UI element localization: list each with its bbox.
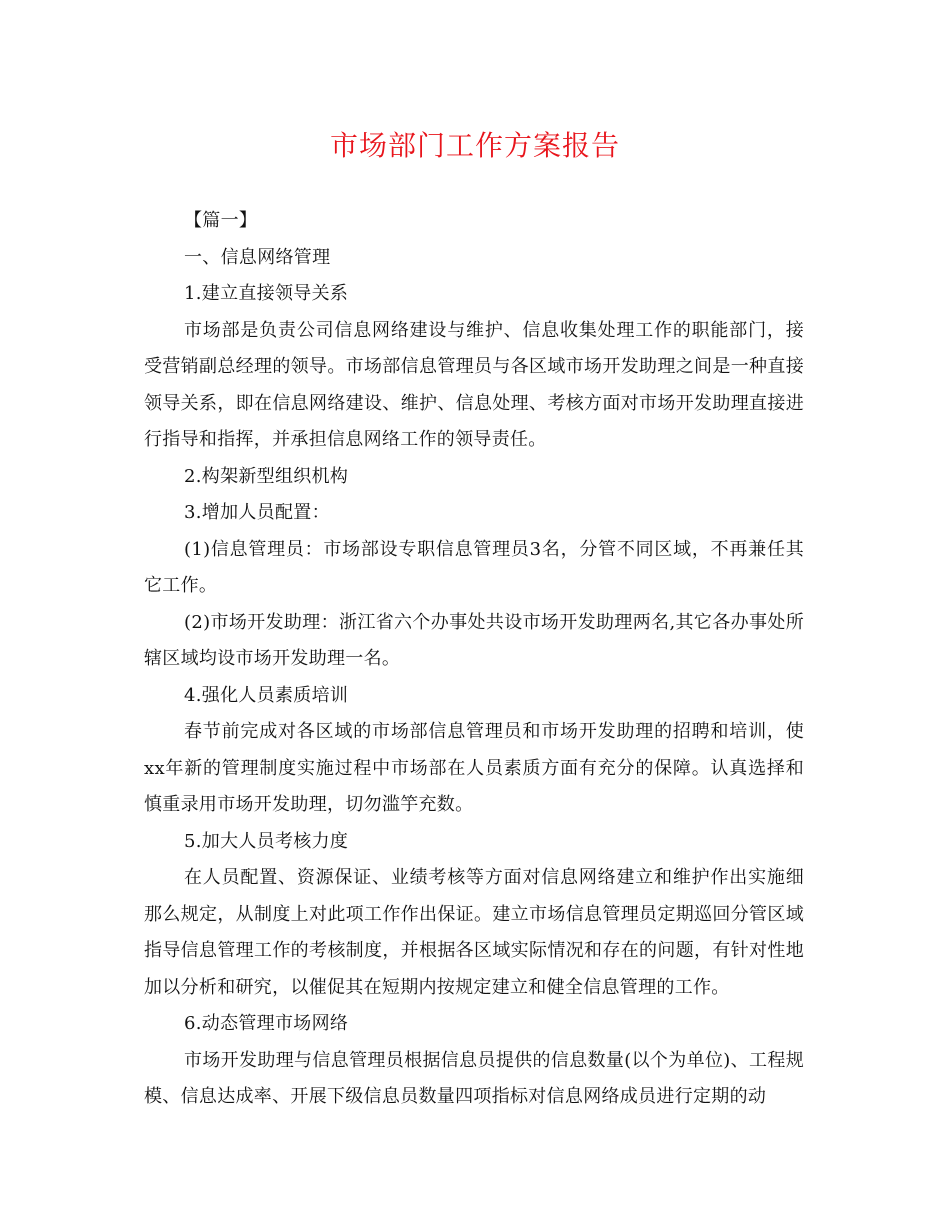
body-paragraph: 市场部是负责公司信息网络建设与维护、信息收集处理工作的职能部门，接受营销副总经理的领导。市场部信息管理员与各区域市场开发助理之间是一种直接领导关系，即在信息网络建设、维护、信息处理、考核方面对市场开发助理直接进行指导和指挥，并承担信息网络工作的领导责任。 bbox=[144, 319, 804, 450]
subheading: 1.建立直接领导关系 bbox=[184, 283, 349, 304]
body-paragraph: (1)信息管理员：市场部设专职信息管理员3名，分管不同区域，不再兼任其它工作。 bbox=[144, 538, 804, 596]
subheading: 5.加大人员考核力度 bbox=[184, 830, 349, 852]
body-paragraph: (2)市场开发助理：浙江省六个办事处共设市场开发助理两名,其它各办事处所辖区域均设市场开发助理一名。 bbox=[144, 611, 804, 669]
subheading: 6.动态管理市场网络 bbox=[184, 1013, 349, 1034]
section-heading: 一、信息网络管理 bbox=[184, 246, 331, 268]
subheading: 4.强化人员素质培训 bbox=[184, 684, 349, 706]
document-body bbox=[144, 203, 804, 1116]
body-paragraph: 在人员配置、资源保证、业绩考核等方面对信息网络建立和维护作出实施细那么规定，从制度上对此项工作作出保证。建立市场信息管理员定期巡回分管区域指导信息管理工作的考核制度，并根据各区域实际情况和存在的问题，有针对性地加以分析和研究，以催促其在短期内按规定建立和健全信息管理的工作。 bbox=[144, 867, 804, 998]
subheading: 3.增加人员配置： bbox=[184, 502, 330, 523]
body-paragraph: 市场开发助理与信息管理员根据信息员提供的信息数量(以个为单位)、工程规模、信息达成率、开展下级信息员数量四项指标对信息网络成员进行定期的动 bbox=[144, 1049, 804, 1107]
document-title: 市场部门工作方案报告 bbox=[329, 129, 620, 162]
section-label: 【篇一】 bbox=[184, 210, 258, 231]
subheading: 2.构架新型组织机构 bbox=[184, 465, 349, 487]
body-paragraph: 春节前完成对各区域的市场部信息管理员和市场开发助理的招聘和培训，使xx年新的管理制度实施过程中市场部在人员素质方面有充分的保障。认真选择和慎重录用市场开发助理，切勿滥竽充数。 bbox=[144, 721, 804, 815]
